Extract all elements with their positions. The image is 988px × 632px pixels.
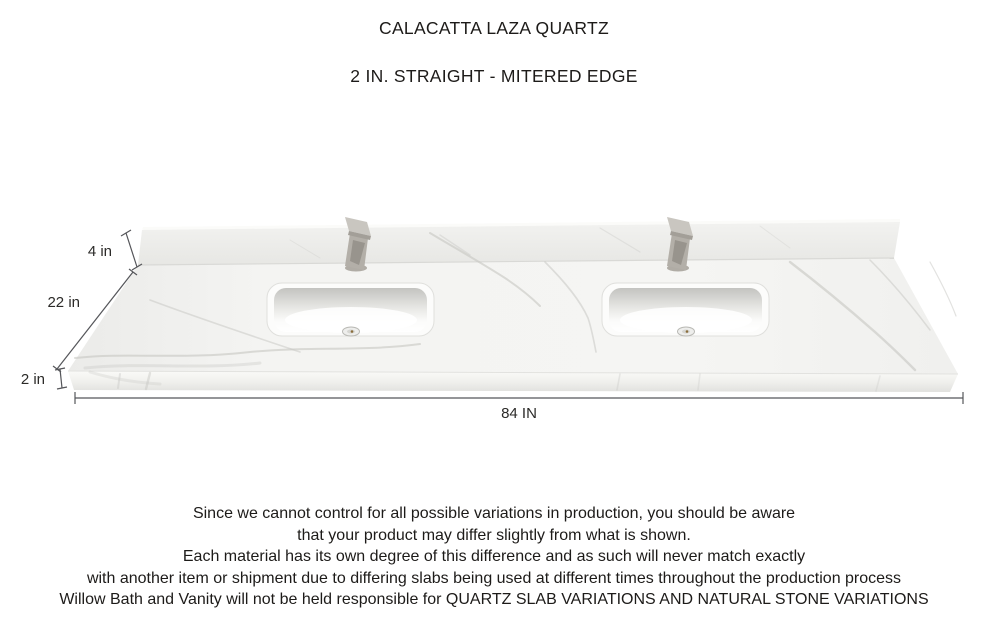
- dim-label-backsplash-height: 4 in: [87, 243, 112, 260]
- disclaimer-line: Each material has its own degree of this difference and as such will never match exactly: [182, 548, 806, 566]
- sink-left: [267, 283, 434, 336]
- disclaimer-line: with another item or shipment due to differing slabs being used at different times throughout the production process: [86, 569, 902, 587]
- disclaimer-line: Willow Bath and Vanity will not be held responsible for QUARTZ SLAB VARIATIONS AND NATURAL STONE VARIATIONS: [59, 591, 929, 609]
- disclaimer: [0, 503, 988, 611]
- countertop-surface: [68, 258, 958, 374]
- edge-style-subtitle: 2 IN. STRAIGHT - MITERED EDGE: [350, 66, 638, 86]
- disclaimer-line: Since we cannot control for all possible variations in production, you should be aware: [192, 505, 796, 522]
- front-edge-face: [68, 371, 958, 392]
- dim-label-width: 84 IN: [501, 405, 537, 422]
- product-title: CALACATTA LAZA QUARTZ: [379, 18, 609, 38]
- dim-label-edge-thickness: 2 in: [20, 371, 45, 388]
- sink-right: [602, 283, 769, 336]
- dim-line-backsplash-height: [126, 233, 137, 267]
- disclaimer-line: that your product may differ slightly from what is shown.: [297, 526, 691, 544]
- dim-label-depth: 22 in: [47, 294, 80, 311]
